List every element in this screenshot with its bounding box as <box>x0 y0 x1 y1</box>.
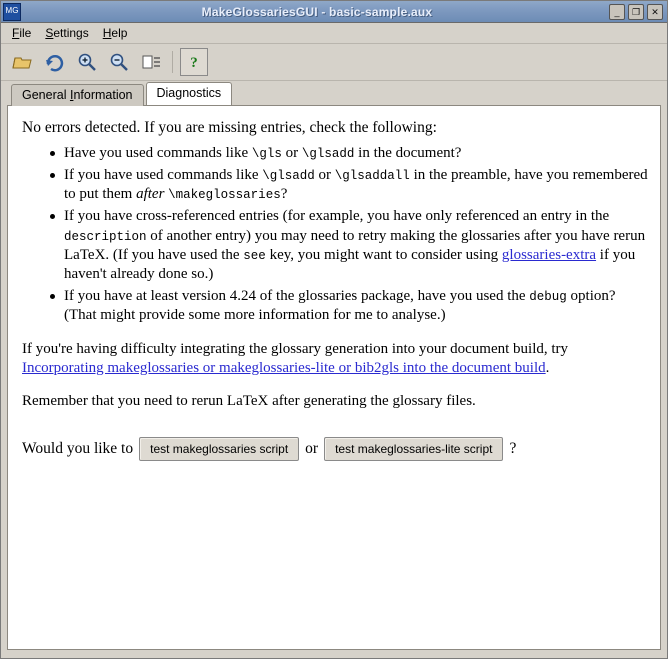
menu-settings-label-rest: ettings <box>53 26 89 40</box>
toolbar-separator <box>172 51 173 73</box>
link-glossaries-extra[interactable]: glossaries-extra <box>501 246 597 263</box>
tab-strip <box>1 81 667 105</box>
menu-help-label-rest: elp <box>111 26 128 40</box>
menu-settings[interactable]: Settings <box>45 26 89 40</box>
diagnostics-intro: No errors detected. If you are missing entries, check the following: <box>22 119 437 136</box>
code-glsadd: \glsadd <box>301 146 355 161</box>
code-glsadd-2: \glsadd <box>262 169 315 184</box>
title-bar <box>1 1 667 23</box>
menu-file-label-rest: ile <box>19 26 32 40</box>
build-integration-before: If you're having difficulty integrating the glossary generation into your document build, try <box>22 340 569 357</box>
app-icon: MG <box>3 3 21 21</box>
rerun-latex-paragraph: Remember that you need to rerun LaTeX after generating the glossary files. <box>22 392 476 409</box>
code-glsaddall: \glsaddall <box>334 169 410 184</box>
open-folder-icon[interactable] <box>9 48 37 76</box>
diagnostics-checklist <box>20 144 648 326</box>
tab-diagnostics[interactable]: Diagnostics <box>146 82 233 105</box>
code-see: see <box>243 248 266 263</box>
menu-file[interactable]: File <box>12 26 32 40</box>
list-item: If you have at least version 4.24 of the glossaries package, have you used the debug option? (That might provide some more information for me to analyse.) <box>50 287 648 325</box>
maximize-button[interactable]: ❐ <box>628 4 644 20</box>
code-debug: debug <box>529 290 567 305</box>
diagnostics-panel <box>7 105 661 650</box>
svg-text:?: ? <box>190 55 198 71</box>
build-integration-after: . <box>545 359 550 376</box>
test-makeglossaries-button[interactable]: test makeglossaries script <box>139 437 299 461</box>
window-controls <box>609 4 663 20</box>
test-makeglossaries-lite-button[interactable]: test makeglossaries-lite script <box>324 437 503 461</box>
code-makeglossaries: \makeglossaries <box>168 188 281 203</box>
close-button[interactable]: ✕ <box>647 4 663 20</box>
list-item: If you have used commands like \glsadd or \glsaddall in the preamble, have you remembered to put them after \makeglossaries? <box>50 166 648 204</box>
question-middle: or <box>305 440 319 458</box>
link-incorporating-makeglossaries[interactable]: Incorporating makeglossaries or makeglossaries-lite or bib2gls into the document build <box>22 359 546 376</box>
menu-help[interactable]: Help <box>102 26 128 40</box>
tab-general-information[interactable]: General Information <box>11 84 144 106</box>
test-scripts-row <box>22 437 648 461</box>
refresh-icon[interactable] <box>41 48 69 76</box>
question-lead: Would you like to <box>22 440 134 458</box>
list-view-icon[interactable] <box>137 48 165 76</box>
diagnostics-content <box>8 106 660 471</box>
toolbar <box>1 44 667 81</box>
minimize-button[interactable]: _ <box>609 4 625 20</box>
list-item: Have you used commands like \gls or \glsadd in the document? <box>50 144 648 163</box>
window-title: MakeGlossariesGUI - basic-sample.aux <box>201 4 433 19</box>
question-trail: ? <box>509 440 517 458</box>
zoom-in-icon[interactable] <box>73 48 101 76</box>
code-description: description <box>64 229 147 244</box>
zoom-out-icon[interactable] <box>105 48 133 76</box>
emph-after: after <box>136 186 165 203</box>
menu-bar <box>1 23 667 44</box>
help-icon[interactable] <box>180 48 208 76</box>
code-gls: \gls <box>251 146 282 161</box>
build-integration-paragraph <box>22 340 646 378</box>
list-item: If you have cross-referenced entries (for example, you have only referenced an entry in the description of another entry) you may need to retry making the glossaries after you have rerun LaTeX. (If you have used the see key, you might want to consider using glossaries-extra if you haven't already done so.) <box>50 207 648 284</box>
